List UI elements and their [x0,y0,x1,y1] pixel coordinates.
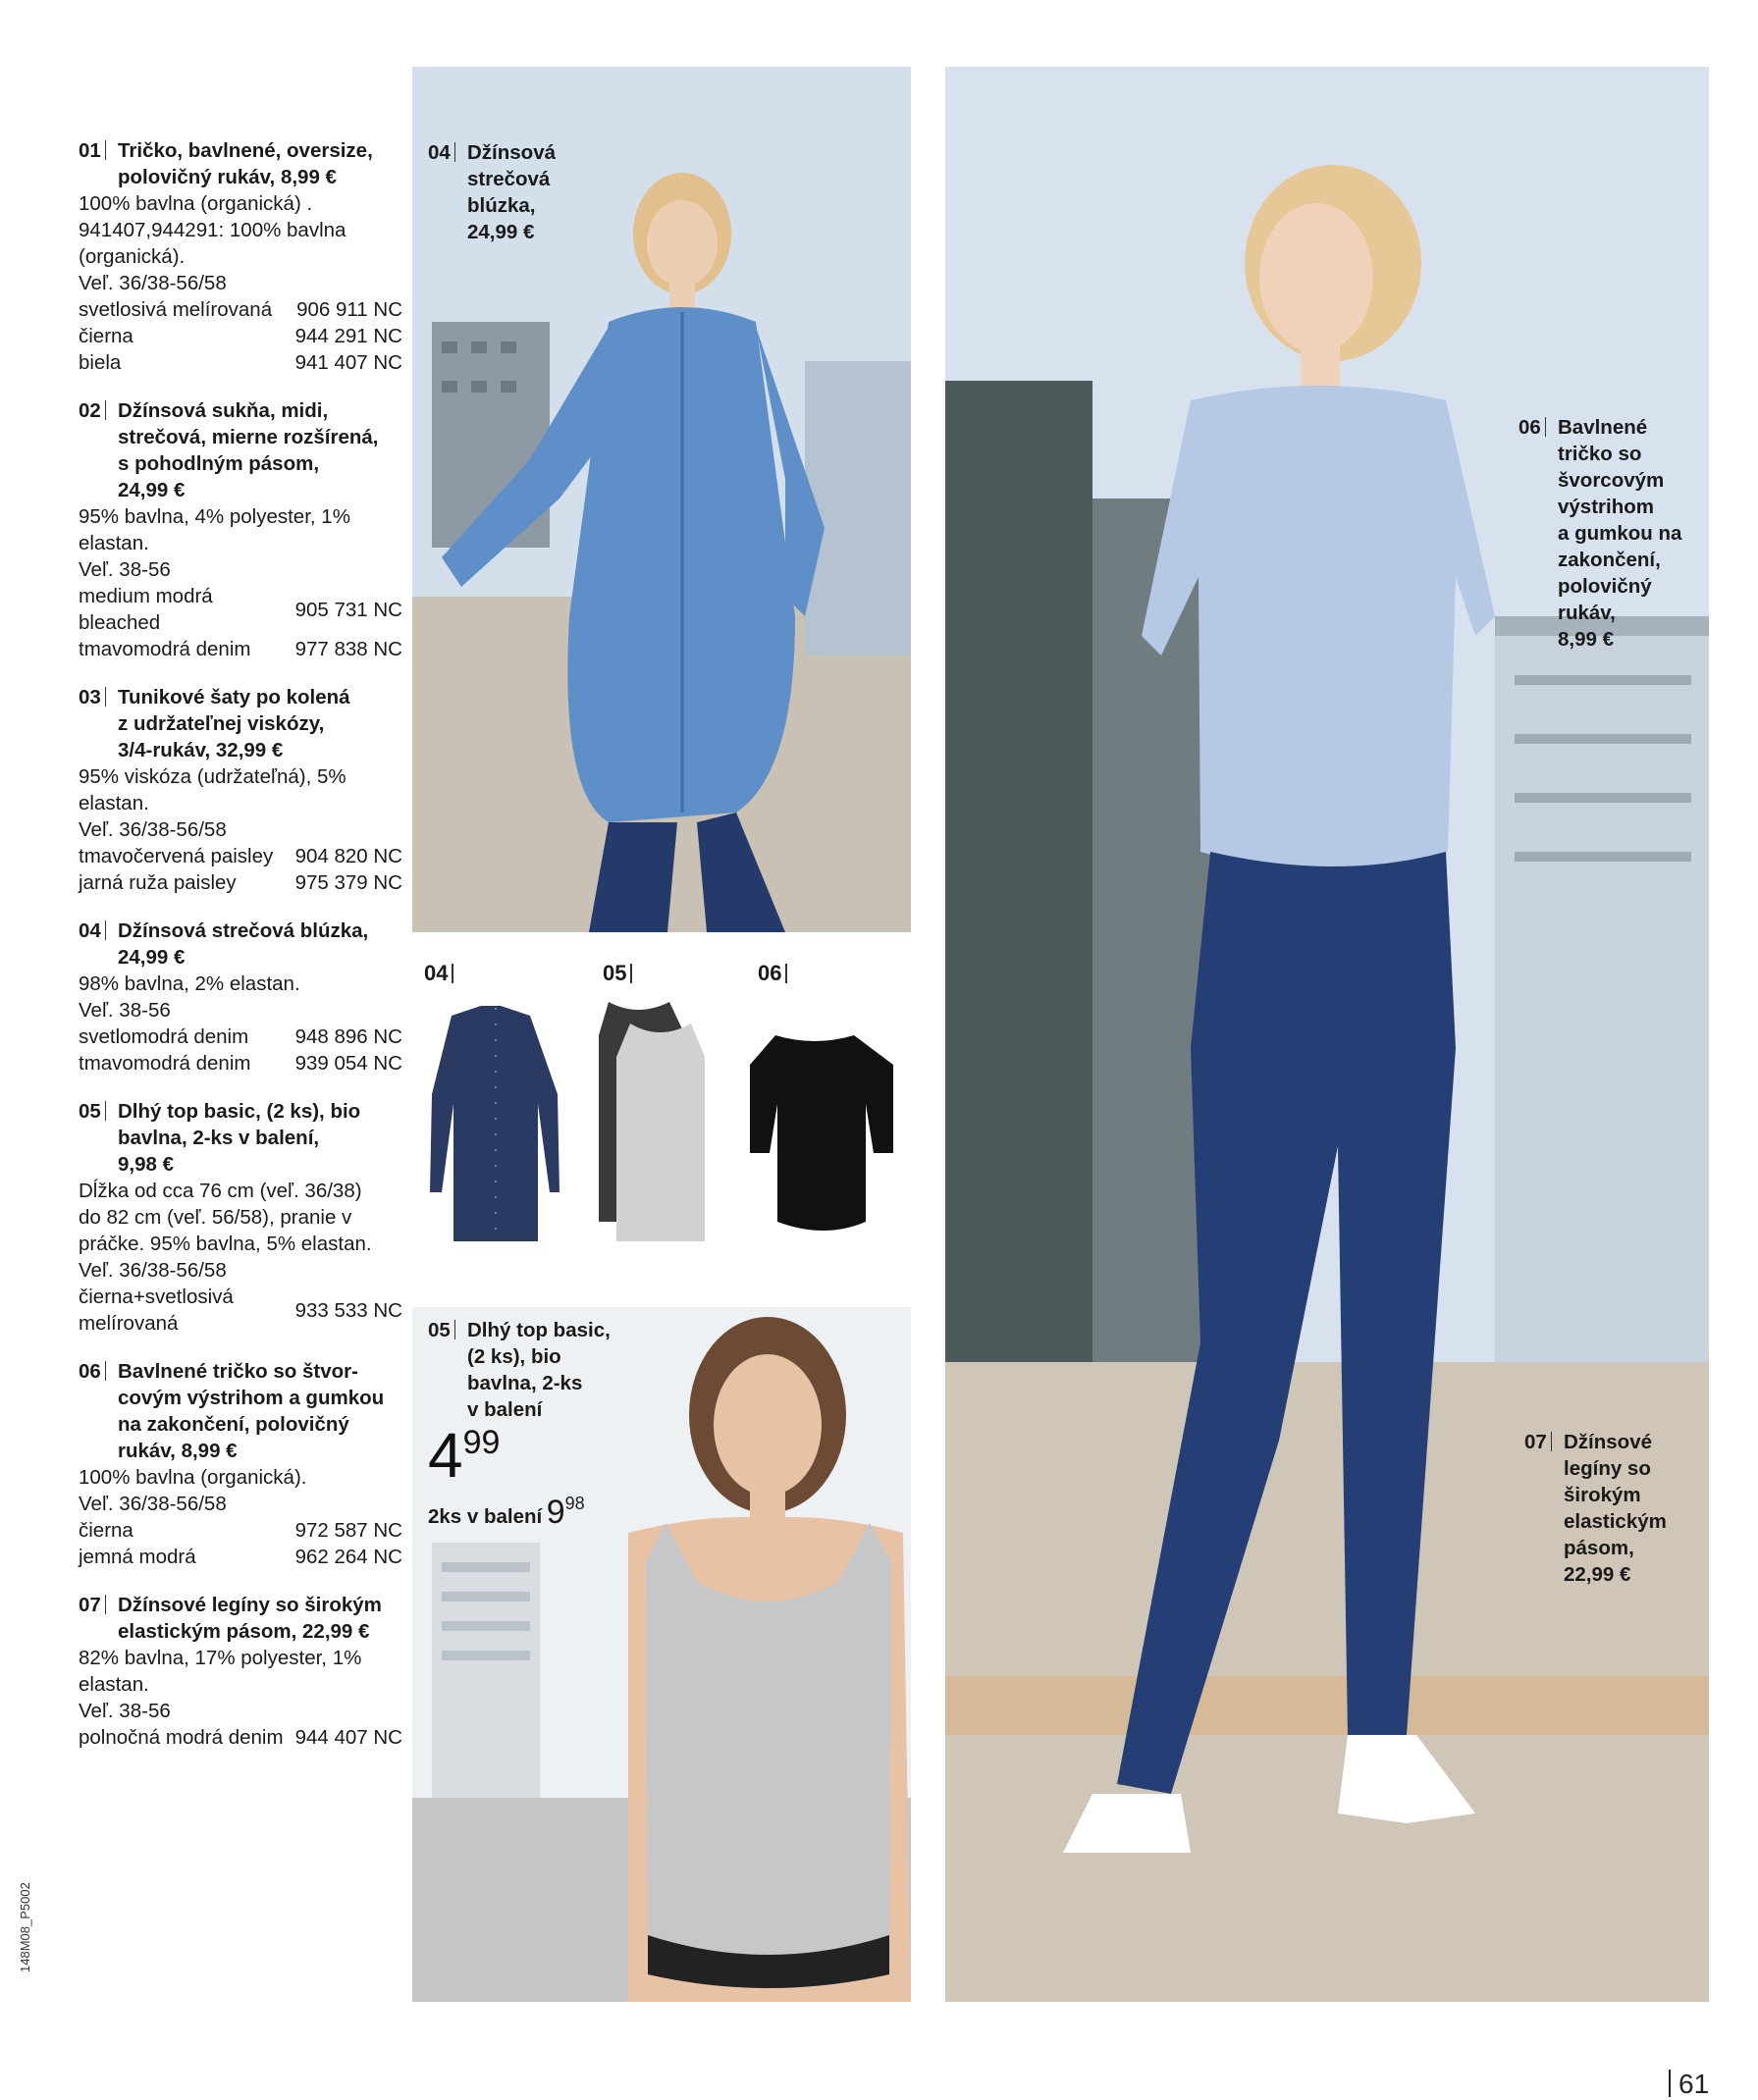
product-description-line: Veľ. 36/38-56/58 [79,272,227,294]
product-title-line: z udržateľnej viskózy, [118,712,325,735]
pack-price-integer: 9 [546,1494,565,1531]
variant-color-name: medium modrá bleached [79,585,213,634]
thumbnail-label-06: 06 [758,961,787,986]
product-number: 07 [79,1592,106,1618]
product-variant-row [79,636,402,662]
product-item-02 [79,397,402,662]
main-price-integer: 4 [428,1420,463,1491]
product-number: 04 [79,918,106,944]
photo-label-line: tričko so [1558,443,1642,465]
product-number: 02 [79,397,106,424]
product-description-line: 98% bavlna, 2% elastan. [79,972,300,995]
product-number: 05 [79,1098,106,1125]
photo-label-line: Bavlnené [1558,416,1648,439]
photo-label-05 [428,1317,664,1423]
variant-color-name: svetlomodrá denim [79,1025,249,1048]
product-description-line: 95% viskóza (udržateľná), 5% [79,765,346,788]
main-model-illustration [945,67,1709,2002]
variant-color-name: tmavočervená paisley [79,845,274,867]
product-title-line: covým výstrihom a gumkou [118,1387,385,1409]
variant-color-name: čierna [79,325,133,347]
photo-label-line: Dlhý top basic, [467,1319,611,1341]
product-description-line: Veľ. 38-56 [79,999,171,1022]
photo-label-line: rukáv, [1558,602,1616,624]
variant-order-code: 975 379 NC [294,871,402,894]
variant-order-code: 933 533 NC [294,1298,402,1322]
variant-order-code: 977 838 NC [294,638,402,660]
product-description-line: 100% bavlna (organická). [79,1466,307,1489]
photo-label-line: legíny so [1564,1457,1651,1480]
product-description-line: 100% bavlna (organická) . [79,192,313,215]
product-title-line: bavlna, 2-ks v balení, [118,1127,320,1149]
thumbnails-row [412,957,911,1251]
product-variant-row [79,1284,402,1337]
product-description-line: elastan. [79,1673,149,1696]
product-variant-row [79,1517,402,1544]
product-description-line: elastan. [79,792,149,814]
variant-order-code: 944 291 NC [294,325,402,347]
variant-color-name: čierna+svetlosivá melírovaná [79,1286,234,1335]
product-title-line: polovičný rukáv, 8,99 € [118,166,337,188]
photo-label-line: švorcovým [1558,469,1665,492]
photo-label-line: bavlna, 2-ks [467,1372,583,1394]
product-variant-row [79,583,402,636]
thumbnail-label-04: 04 [424,961,453,986]
pack-price-label: 2ks v balení [428,1505,543,1528]
product-title-line: 9,98 € [118,1153,174,1176]
product-title [79,1358,402,1464]
product-description-line: Veľ. 38-56 [79,1700,171,1722]
price-badge [428,1420,624,1532]
variant-order-code: 904 820 NC [294,845,402,867]
variant-order-code: 939 054 NC [294,1052,402,1075]
product-description-line: do 82 cm (veľ. 56/58), pranie v [79,1206,352,1229]
product-description-line: Dĺžka od cca 76 cm (veľ. 36/38) [79,1180,362,1202]
product-title-line: 24,99 € [118,479,186,501]
product-variant-row [79,1724,402,1751]
pack-price-decimal: 98 [564,1494,585,1513]
variant-color-name: svetlosivá melírovaná [79,298,273,321]
pack-price [428,1494,624,1532]
product-title-line: Dlhý top basic, (2 ks), bio [118,1100,361,1123]
product-title-line: Džínsová strečová blúzka, [118,919,369,942]
photo-label-04 [428,139,624,245]
product-title-line: Tričko, bavlnené, oversize, [118,139,373,162]
variant-order-code: 972 587 NC [294,1519,402,1542]
product-description-line: práčke. 95% bavlna, 5% elastan. [79,1233,372,1255]
product-item-06 [79,1358,402,1570]
product-title-line: Džínsová sukňa, midi, [118,399,329,422]
product-description-line: Veľ. 36/38-56/58 [79,1493,227,1515]
product-description-line: (organická). [79,245,186,268]
product-title [79,137,402,190]
variant-order-code: 944 407 NC [294,1726,402,1749]
product-variant-row [79,1024,402,1050]
photo-blouse-and-leggings [945,67,1709,2002]
photo-label-line: pásom, [1564,1537,1634,1559]
product-title [79,918,402,971]
product-item-05 [79,1098,402,1337]
photo-label-line: blúzka, [467,194,536,217]
product-title-line: Bavlnené tričko so štvor- [118,1360,358,1383]
product-number: 06 [79,1358,106,1385]
product-item-04 [79,918,402,1076]
product-item-01 [79,137,402,376]
variant-color-name: jemná modrá [79,1546,196,1568]
photo-label-line: v balení [467,1398,543,1421]
product-thumbnails-illustration [412,996,911,1253]
product-title [79,397,402,503]
product-variant-row [79,349,402,376]
product-title-line: s pohodlným pásom, [118,452,320,475]
variant-order-code: 941 407 NC [294,351,402,374]
product-title-line: rukáv, 8,99 € [118,1440,238,1462]
product-item-03 [79,684,402,896]
product-variant-row [79,323,402,349]
photo-label-number: 07 [1524,1429,1552,1455]
main-price-decimal: 99 [462,1424,501,1461]
variant-order-code: 905 731 NC [294,598,402,621]
product-description-line: 95% bavlna, 4% polyester, 1% [79,505,350,528]
product-number: 01 [79,137,106,164]
page-number: 61 [1669,2069,1709,2100]
product-title [79,1098,402,1178]
product-description-line: Veľ. 36/38-56/58 [79,818,227,841]
product-title-line: elastickým pásom, 22,99 € [118,1620,370,1643]
product-variant-row [79,843,402,869]
variant-order-code: 906 911 NC [296,298,402,321]
photo-label-line: a gumkou na [1558,522,1682,545]
photo-label-line: 24,99 € [467,221,535,243]
photo-label-line: (2 ks), bio [467,1345,561,1368]
photo-label-line: 22,99 € [1564,1563,1631,1586]
product-title-line: 3/4-rukáv, 32,99 € [118,739,284,761]
photo-label-line: strečová [467,168,551,190]
photo-label-number: 06 [1518,414,1546,441]
product-description-line: 82% bavlna, 17% polyester, 1% [79,1647,362,1669]
variant-color-name: tmavomodrá denim [79,638,251,660]
main-price [428,1420,624,1491]
product-number: 03 [79,684,106,710]
variant-color-name: jarná ruža paisley [79,871,237,894]
thumbnail-label-05: 05 [603,961,632,986]
variant-color-name: polnočná modrá denim [79,1726,284,1749]
product-description-line: elastan. [79,532,149,554]
photo-label-line: výstrihom [1558,496,1654,518]
product-description-line: Veľ. 38-56 [79,558,171,581]
product-variant-row [79,1544,402,1570]
variant-color-name: čierna [79,1519,133,1542]
photo-label-line: Džínsové [1564,1431,1652,1453]
variant-order-code: 962 264 NC [294,1546,402,1568]
photo-label-line: elastickým [1564,1510,1667,1533]
photo-label-line: zakončení, [1558,549,1661,571]
photo-label-line: širokým [1564,1484,1641,1506]
product-title [79,1592,402,1645]
photo-label-line: 8,99 € [1558,628,1614,651]
photo-label-07 [1524,1429,1750,1588]
product-list [79,137,402,1772]
product-title-line: Džínsové legíny so širokým [118,1594,382,1616]
variant-order-code: 948 896 NC [294,1025,402,1048]
product-title-line: na zakončení, polovičný [118,1413,349,1436]
product-title-line: Tunikové šaty po kolená [118,686,350,709]
product-item-07 [79,1592,402,1751]
product-title-line: strečová, mierne rozšírená, [118,426,379,448]
product-description-line: 941407,944291: 100% bavlna [79,219,346,241]
photo-label-number: 04 [428,139,455,166]
product-variant-row [79,869,402,896]
product-title-line: 24,99 € [118,946,186,969]
product-variant-row [79,1050,402,1076]
product-description-line: Veľ. 36/38-56/58 [79,1259,227,1282]
catalog-code: 148M08_P5002 [18,1882,32,1972]
variant-color-name: biela [79,351,122,374]
product-title [79,684,402,763]
photo-label-line: polovičný [1558,575,1652,598]
variant-color-name: tmavomodrá denim [79,1052,251,1075]
photo-label-number: 05 [428,1317,455,1343]
photo-label-line: Džínsová [467,141,556,164]
photo-label-06 [1518,414,1754,653]
product-variant-row [79,296,402,323]
